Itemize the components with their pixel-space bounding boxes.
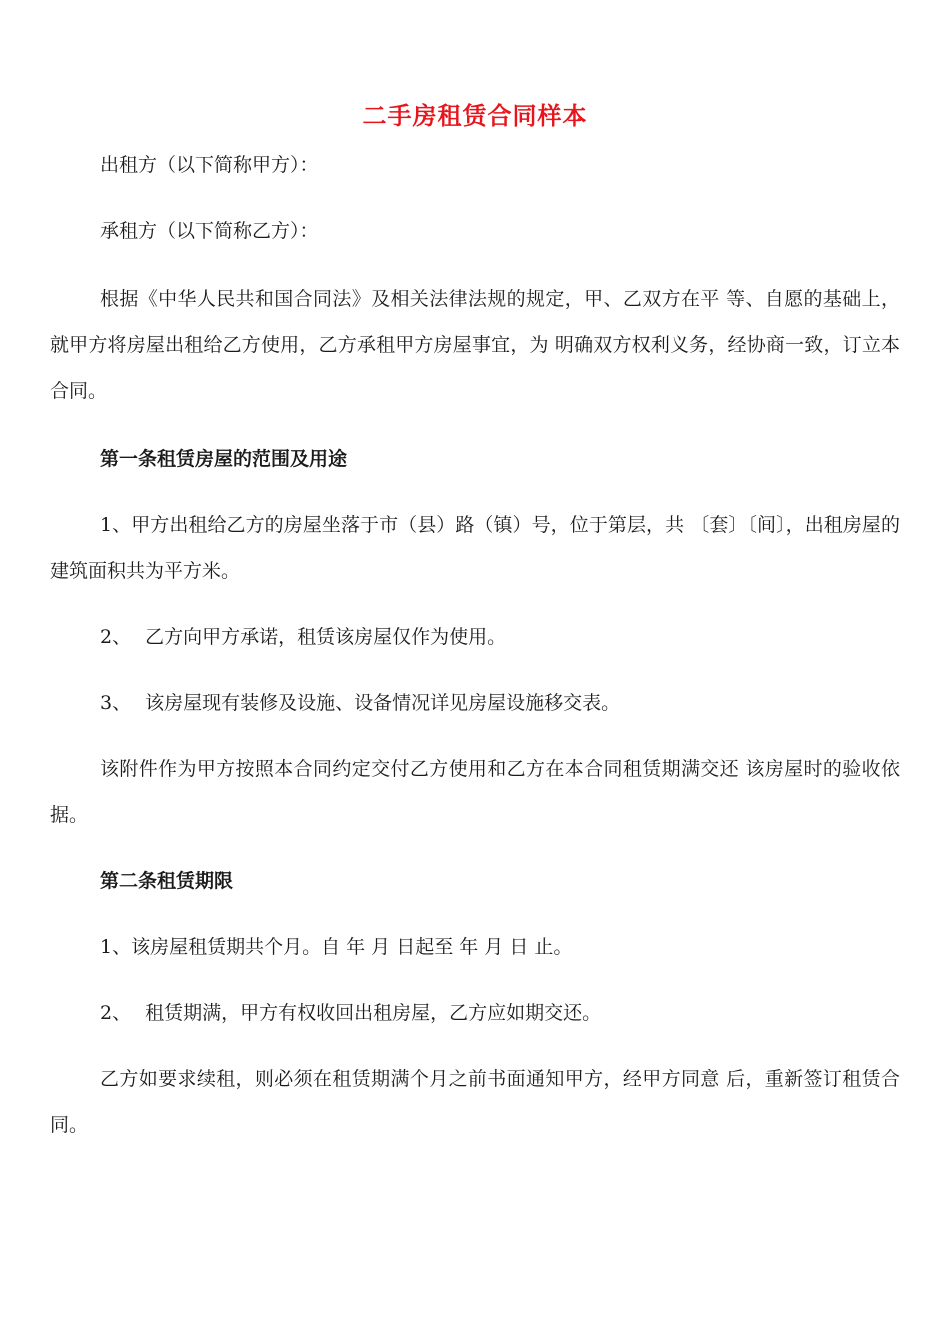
item-number: 2、: [100, 626, 132, 648]
article-2-note: 乙方如要求续租，则必须在租赁期满个月之前书面通知甲方，经甲方同意 后，重新签订租赁合同。: [50, 1068, 900, 1136]
article-1-note: 该附件作为甲方按照本合同约定交付乙方使用和乙方在本合同租赁期满交还 该房屋时的验收依据。: [50, 758, 900, 826]
lessor-line: 出租方（以下简称甲方）：: [100, 154, 319, 176]
item-number: 2、: [100, 1002, 132, 1024]
document-title: 二手房租赁合同样本: [362, 102, 588, 130]
article-1-item-3: [100, 680, 900, 726]
article-2-heading: 第二条租赁期限: [100, 870, 234, 892]
item-text: 租赁期满，甲方有权收回出租房屋，乙方应如期交还。: [145, 1002, 602, 1024]
item-text: 该房屋现有装修及设施、设备情况详见房屋设施移交表。: [145, 692, 621, 714]
article-1-item-1: 1、甲方出租给乙方的房屋坐落于市（县）路（镇）号，位于第层，共 〔套〕〔间〕，出租房屋的建筑面积共为平方米。: [50, 514, 900, 582]
article-1-heading: 第一条租赁房屋的范围及用途: [100, 448, 348, 470]
article-1-item-2: [100, 614, 900, 660]
item-text: 乙方向甲方承诺，租赁该房屋仅作为使用。: [145, 626, 507, 648]
article-2-item-1: 1、该房屋租赁期共个月。自 年 月 日起至 年 月 日 止。: [100, 936, 573, 958]
preamble-paragraph: 根据《中华人民共和国合同法》及相关法律法规的规定，甲、乙双方在平 等、自愿的基础上，就甲方将房屋出租给乙方使用，乙方承租甲方房屋事宜，为 明确双方权利义务，经协商一致，订立本合同。: [50, 288, 900, 402]
lessee-line: 承租方（以下简称乙方）：: [100, 220, 319, 242]
item-number: 3、: [100, 692, 132, 714]
article-2-item-2: [100, 990, 900, 1036]
